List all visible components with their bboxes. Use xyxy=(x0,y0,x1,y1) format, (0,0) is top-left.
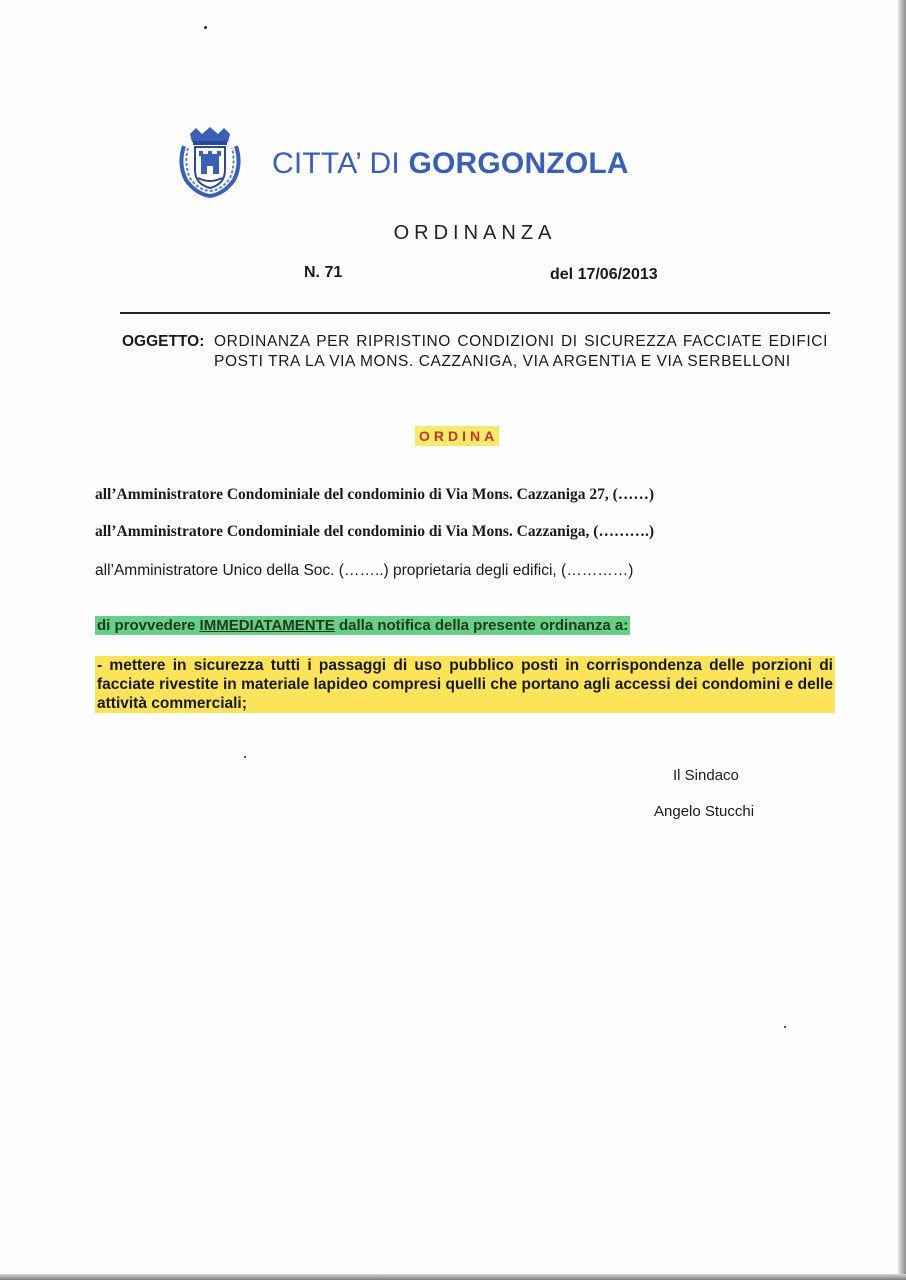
scan-speck xyxy=(204,26,207,29)
town-name: GORGONZOLA xyxy=(408,147,629,180)
order-heading: ORDINA xyxy=(415,426,499,446)
document-date: del 17/06/2013 xyxy=(550,266,658,283)
signatory-name: Angelo Stucchi xyxy=(654,803,755,820)
scan-speck xyxy=(244,756,246,758)
recipient-line: all’Amministratore Condominiale del condominio di Via Mons. Cazzaniga 27, (……) xyxy=(95,486,655,503)
order-instruction xyxy=(95,616,630,635)
recipient-line: all’Amministratore Condominiale del condominio di Via Mons. Cazzaniga, (……….) xyxy=(95,523,655,540)
instruction-emphasis: IMMEDIATAMENTE xyxy=(199,617,335,634)
recipient-line: all’Amministratore Unico della Soc. (……..) proprietaria degli edifici, (…………) xyxy=(95,562,634,579)
town-crest-icon xyxy=(176,124,244,198)
document-type: ORDINANZA xyxy=(393,222,557,244)
document-number: N. 71 xyxy=(304,264,343,281)
town-title xyxy=(272,147,629,181)
subject-text: ORDINANZA PER RIPRISTINO CONDIZIONI DI SICUREZZA FACCIATE EDIFICI POSTI TRA LA VIA MONS. CAZZANIGA, VIA ARGENTIA E VIA SERBELLONI xyxy=(214,333,828,370)
subject-label: OGGETTO: xyxy=(122,333,205,350)
signatory-role: Il Sindaco xyxy=(673,767,739,784)
town-prefix: CITTA’ DI xyxy=(272,147,400,180)
scan-speck xyxy=(784,1026,786,1028)
scan-edge-right xyxy=(898,0,906,1280)
instruction-text-end: dalla notifica della presente ordinanza a: xyxy=(334,617,629,634)
order-measure: - mettere in sicurezza tutti i passaggi di uso pubblico posti in corrispondenza delle porzioni di facciate rivestite in materiale lapideo compresi quelli che portano agli accessi dei condomini e delle attività commerciali; xyxy=(97,657,833,712)
header-divider xyxy=(120,312,830,314)
scan-edge-bottom xyxy=(0,1274,906,1280)
instruction-text-start: di provvedere xyxy=(97,617,200,634)
